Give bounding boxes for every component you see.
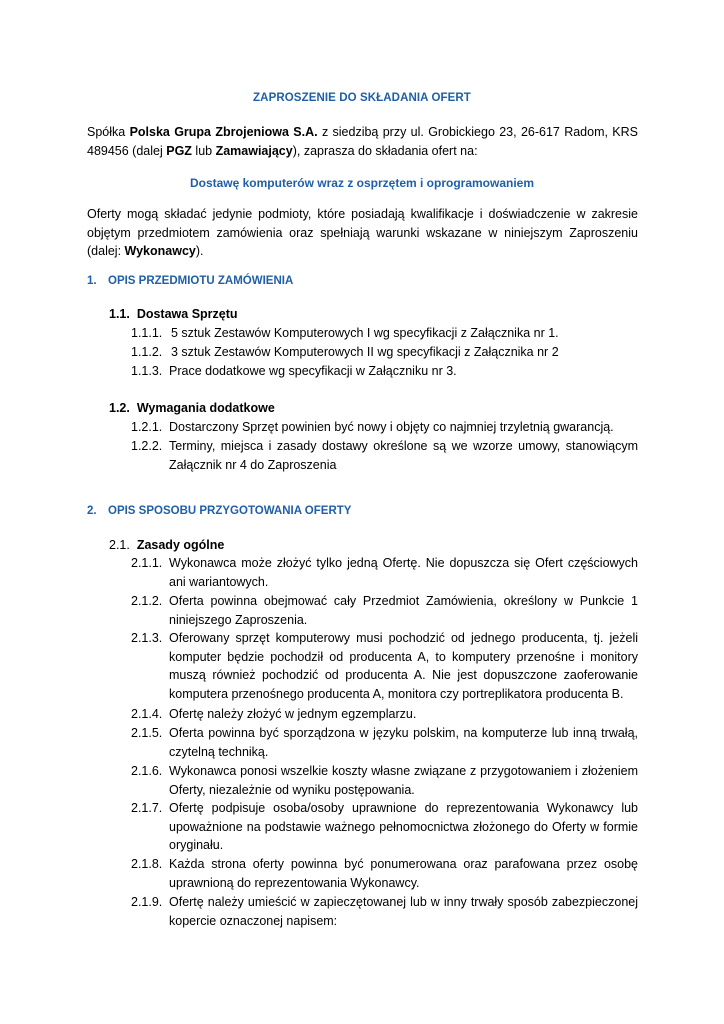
subsection-2-1-number: 2.1. [109, 538, 130, 552]
item-text: 5 sztuk Zestawów Komputerowych I wg specyfikacji z Załącznika nr 1. [171, 326, 559, 340]
intro-text-4: ), zaprasza do składania ofert na: [292, 143, 478, 158]
item-text: 3 sztuk Zestawów Komputerowych II wg specyfikacji z Załącznika nr 2 [171, 345, 559, 359]
item-text: Ofertę należy złożyć w jednym egzemplarzu. [169, 707, 417, 721]
subsection-1-2-heading [109, 399, 275, 418]
list-item-2-1-7 [131, 799, 638, 855]
subsection-1-1-title: Dostawa Sprzętu [136, 307, 238, 321]
subsection-1-1-number: 1.1. [109, 307, 130, 321]
list-item-1-1-2 [131, 343, 638, 362]
order-subject-title: Dostawę komputerów wraz z osprzętem i oprogramowaniem [189, 176, 535, 190]
list-item-2-1-8 [131, 855, 638, 892]
intro-text-3: lub [191, 143, 216, 158]
pgz-abbrev: PGZ [166, 143, 192, 158]
item-number: 2.1.5. [131, 726, 163, 740]
item-number: 2.1.3. [131, 631, 163, 645]
item-text: Ofertę podpisuje osoba/osoby uprawnione do reprezentowania Wykonawcy lub upoważnione na podstawie ważnego pełnomocnictwa złożonego do Oferty w formie oryginału. [169, 801, 638, 852]
zamawiajacy-term: Zamawiający [215, 143, 293, 158]
intro-text-1: Spółka [87, 125, 130, 139]
section-2-number: 2. [87, 505, 97, 517]
subsection-1-1-heading [109, 305, 238, 324]
item-number: 2.1.9. [131, 895, 163, 909]
list-item-1-2-1 [131, 418, 638, 437]
section-1-number: 1. [87, 275, 97, 287]
section-2-heading [87, 502, 351, 521]
item-text: Wykonawca może złożyć tylko jedną Ofertę. Nie dopuszcza się Ofert częściowych ani wariantowych. [169, 556, 638, 589]
subsection-2-1-title: Zasady ogólne [136, 538, 225, 552]
item-text: Terminy, miejsca i zasady dostawy określone są we wzorze umowy, stanowiącym Załącznik nr 4 do Zaproszenia [169, 439, 638, 472]
item-text: Oferta powinna obejmować cały Przedmiot Zamówienia, określony w Punkcie 1 niniejszego Zaproszenia. [169, 594, 638, 627]
list-item-2-1-6 [131, 762, 638, 799]
list-item-2-1-3 [131, 629, 638, 703]
item-number: 1.1.3. [131, 364, 163, 378]
item-number: 1.1.2. [131, 345, 163, 359]
item-number: 2.1.1. [131, 556, 163, 570]
section-1-title: OPIS PRZEDMIOTU ZAMÓWIENIA [108, 275, 294, 287]
item-number: 1.2.1. [131, 420, 163, 434]
subsection-2-1-heading [109, 536, 224, 555]
section-2-title: OPIS SPOSOBU PRZYGOTOWANIA OFERTY [108, 505, 352, 517]
item-number: 2.1.7. [131, 801, 163, 815]
list-item-2-1-9 [131, 893, 638, 930]
item-text: Prace dodatkowe wg specyfikacji w Załączniku nr 3. [169, 364, 457, 378]
list-item-2-1-4 [131, 705, 638, 724]
list-item-1-1-1 [131, 324, 638, 343]
list-item-2-1-1 [131, 554, 638, 591]
list-item-1-1-3 [131, 362, 638, 381]
item-text: Oferowany sprzęt komputerowy musi pochodzić od jednego producenta, tj. jeżeli komputer będzie pochodził od producenta A, to komputery przenośne i monitory muszą również pochodzić od producenta A. Nie jest dopuszczone zaoferowanie komputera przenośnego producenta A, monitora czy portreplikatora producenta B. [169, 631, 638, 701]
company-name: Polska Grupa Zbrojeniowa S.A. [129, 125, 318, 139]
section-1-heading [87, 272, 293, 291]
list-item-1-2-2 [131, 437, 638, 474]
document-title: ZAPROSZENIE DO SKŁADANIA OFERT [253, 92, 471, 104]
item-number: 1.1.1. [131, 326, 163, 340]
item-text: Oferta powinna być sporządzona w języku polskim, na komputerze lub inną trwałą, czytelną techniką. [169, 726, 638, 759]
eligibility-text-2: ). [195, 244, 204, 258]
item-text: Dostarczony Sprzęt powinien być nowy i objęty co najmniej trzyletnią gwarancją. [169, 420, 614, 434]
subsection-1-2-number: 1.2. [109, 401, 130, 415]
intro-text-2: z siedzibą przy ul. Grobickiego 23, 26-617 Radom, KRS 489456 (dalej [87, 125, 638, 158]
eligibility-paragraph [87, 205, 638, 261]
item-number: 2.1.2. [131, 594, 163, 608]
item-text: Ofertę należy umieścić w zapieczętowanej lub w inny trwały sposób zabezpieczonej kopercie oznaczonej napisem: [169, 895, 638, 928]
item-number: 2.1.4. [131, 707, 163, 721]
subsection-1-2-title: Wymagania dodatkowe [136, 401, 275, 415]
list-item-2-1-5 [131, 724, 638, 761]
intro-paragraph [87, 123, 638, 160]
item-text: Każda strona oferty powinna być ponumerowana oraz parafowana przez osobę uprawnioną do reprezentowania Wykonawcy. [169, 857, 638, 890]
item-number: 2.1.8. [131, 857, 163, 871]
list-item-2-1-2 [131, 592, 638, 629]
item-number: 1.2.2. [131, 439, 163, 453]
item-number: 2.1.6. [131, 764, 163, 778]
eligibility-text-1: Oferty mogą składać jedynie podmioty, które posiadają kwalifikacje i doświadczenie w zakresie objętym przedmiotem zamówienia oraz spełniają warunki wskazane w niniejszym Zaproszeniu (dalej: [87, 207, 638, 258]
item-text: Wykonawca ponosi wszelkie koszty własne związane z przygotowaniem i złożeniem Oferty, niezależnie od wyniku postępowania. [169, 764, 638, 797]
wykonawcy-term: Wykonawcy [124, 244, 196, 258]
